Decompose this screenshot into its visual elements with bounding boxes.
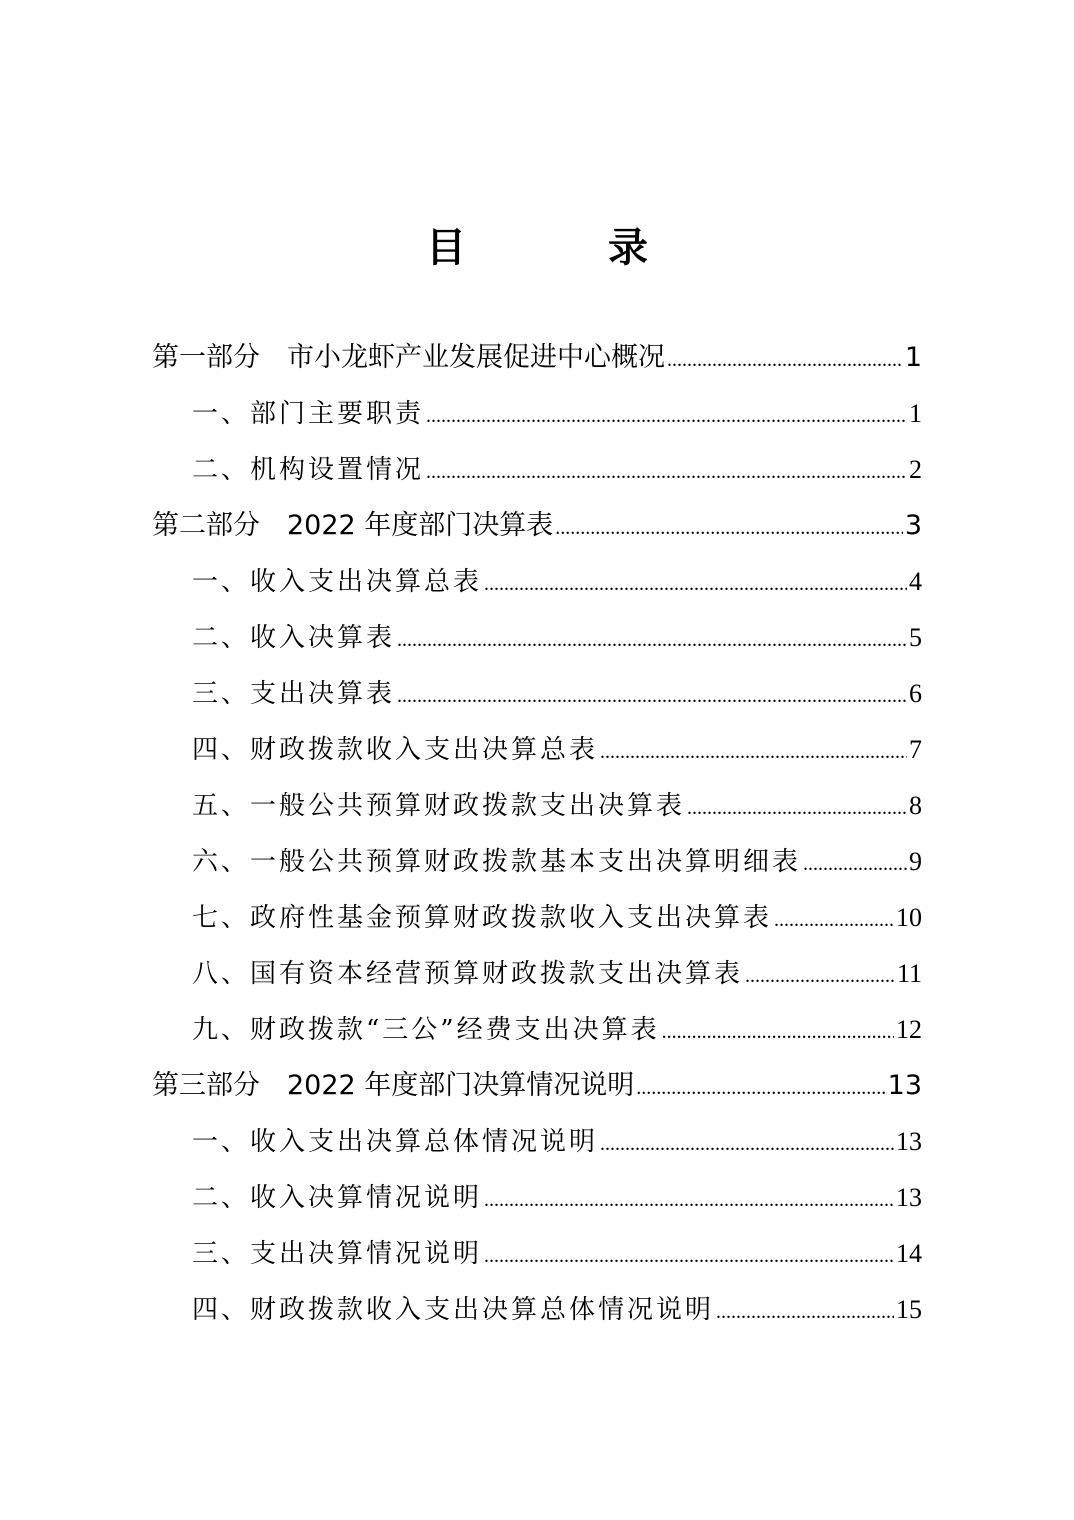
toc-entry[interactable] — [192, 1178, 922, 1218]
toc-leader-dots — [484, 564, 907, 602]
toc-leader-dots — [555, 508, 903, 546]
toc-leader-dots — [484, 1180, 894, 1218]
toc-entry[interactable] — [192, 1290, 922, 1330]
toc-entry-label: 八、国有资本经营预算财政拨款支出决算表 — [192, 959, 744, 989]
toc-entry-page: 2 — [909, 455, 922, 484]
toc-entry[interactable] — [192, 898, 922, 938]
toc-entry-label: 五、一般公共预算财政拨款支出决算表 — [192, 791, 686, 821]
toc-entry[interactable] — [152, 1066, 922, 1106]
toc-entry-label: 第一部分 市小龙虾产业发展促进中心概况 — [152, 342, 665, 373]
toc-entry-label: 二、收入决算情况说明 — [192, 1183, 483, 1213]
toc-entry[interactable] — [192, 450, 922, 490]
toc-entry[interactable] — [192, 562, 922, 602]
toc-entry-page: 13 — [896, 1127, 922, 1156]
toc-entry-label: 七、政府性基金预算财政拨款收入支出决算表 — [192, 903, 773, 933]
toc-entry[interactable] — [192, 618, 922, 658]
toc-leader-dots — [397, 676, 907, 714]
toc-entry-page: 12 — [896, 1015, 922, 1044]
toc-entry-page: 9 — [909, 847, 922, 876]
toc-leader-dots — [426, 452, 907, 490]
toc-entry-label: 一、部门主要职责 — [192, 399, 425, 429]
toc-entry-label: 三、支出决算表 — [192, 679, 396, 709]
toc-entry[interactable] — [192, 1010, 922, 1050]
toc-entry-page: 14 — [896, 1239, 922, 1268]
toc-leader-dots — [600, 1124, 894, 1162]
toc-entry-label: 二、机构设置情况 — [192, 455, 425, 485]
toc-entry[interactable] — [152, 506, 922, 546]
toc-entry-label: 四、财政拨款收入支出决算总表 — [192, 735, 599, 765]
toc-leader-dots — [803, 844, 907, 882]
toc-entry-page: 3 — [904, 510, 922, 541]
toc-entry[interactable] — [192, 1122, 922, 1162]
toc-leader-dots — [662, 1012, 894, 1050]
toc-entry[interactable] — [192, 394, 922, 434]
toc-leader-dots — [745, 956, 895, 994]
toc-entry-page: 1 — [904, 342, 922, 373]
toc-entry[interactable] — [192, 786, 922, 826]
toc-leader-dots — [484, 1236, 894, 1274]
toc-leader-dots — [397, 620, 907, 658]
toc-entry-label: 九、财政拨款“三公”经费支出决算表 — [192, 1015, 660, 1045]
toc-entry[interactable] — [192, 674, 922, 714]
toc-entry-label: 六、一般公共预算财政拨款基本支出决算明细表 — [192, 847, 802, 877]
toc-leader-dots — [716, 1292, 894, 1330]
toc-leader-dots — [667, 340, 903, 378]
toc-entry-label: 一、收入支出决算总表 — [192, 567, 483, 597]
toc-entry[interactable] — [192, 842, 922, 882]
toc-leader-dots — [687, 788, 907, 826]
toc-entry-page: 1 — [909, 399, 922, 428]
toc-entry-page: 4 — [909, 567, 922, 596]
toc-entry-page: 7 — [909, 735, 922, 764]
toc-entry-label: 二、收入决算表 — [192, 623, 396, 653]
toc-leader-dots — [636, 1068, 885, 1106]
toc-entry[interactable] — [192, 954, 922, 994]
toc-entry-page: 8 — [909, 791, 922, 820]
toc-leader-dots — [426, 396, 907, 434]
toc-entry-label: 第二部分 2022 年度部门决算表 — [152, 510, 554, 541]
toc-entry-page: 13 — [896, 1183, 922, 1212]
page-title: 目 录 — [426, 224, 712, 271]
toc-entry-page: 13 — [887, 1070, 922, 1101]
toc-entry-label: 三、支出决算情况说明 — [192, 1239, 483, 1269]
toc-entry-page: 10 — [896, 903, 922, 932]
toc-entry-page: 15 — [896, 1295, 922, 1324]
toc-leader-dots — [600, 732, 907, 770]
toc-entry-label: 四、财政拨款收入支出决算总体情况说明 — [192, 1295, 715, 1325]
toc-entry-page: 6 — [909, 679, 922, 708]
toc-entry[interactable] — [192, 730, 922, 770]
toc-entry-label: 第三部分 2022 年度部门决算情况说明 — [152, 1070, 635, 1101]
toc-entry[interactable] — [192, 1234, 922, 1274]
toc-leader-dots — [774, 900, 894, 938]
toc-entry-page: 11 — [896, 959, 922, 988]
toc-entry-label: 一、收入支出决算总体情况说明 — [192, 1127, 599, 1157]
toc-entry-page: 5 — [909, 623, 922, 652]
toc-entry[interactable] — [152, 338, 922, 378]
